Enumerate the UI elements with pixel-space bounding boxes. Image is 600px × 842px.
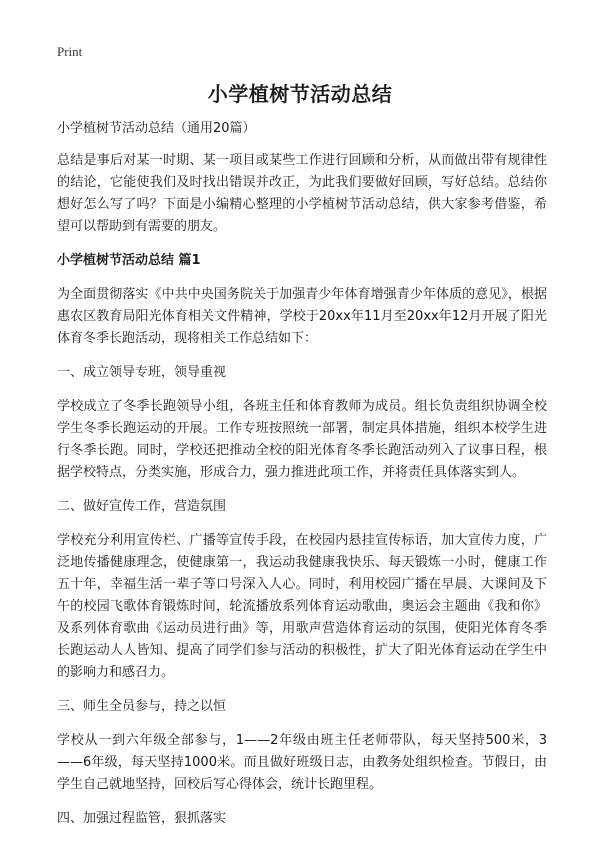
document-title: 小学植树节活动总结 [207,82,393,106]
document-body [57,118,547,842]
paragraph-4: 学校从一到六年级全部参与，1——2年级由班主任老师带队，每天坚持500米，3——6年级，每天坚持1000米。而且做好班级日志，由教务处组织检查。节假日，由学生自己就地坚持，回校后写心得体会，统计长跑里程。 [57,733,547,792]
print-link[interactable]: Print [57,44,83,59]
sub-heading-3: 三、师生全员参与，持之以恒 [57,699,227,714]
section-heading: 小学植树节活动总结 篇1 [57,253,201,268]
sub-heading-4: 四、加强过程监管，狠抓落实 [57,811,227,826]
sub-heading-1: 一、成立领导专班，领导重视 [57,365,227,380]
paragraph-1: 为全面贯彻落实《中共中央国务院关于加强青少年体育增强青少年体质的意见》，根据惠农区教育局阳光体育相关文件精神，学校于20xx年11月至20xx年12月开展了阳光体育冬季长跑活动，现将相关工作总结如下： [57,287,547,346]
document-subtitle: 小学植树节活动总结（通用20篇） [57,121,256,136]
paragraph-2: 学校成立了冬季长跑领导小组，各班主任和体育教师为成员。组长负责组织协调全校学生冬季长跑运动的开展。工作专班按照统一部署，制定具体措施，组织本校学生进行冬季长跑。同时，学校还把推动全校的阳光体育冬季长跑活动列入了议事日程，根据学校特点，分类实施，形成合力，强力推进此项工作，并将责任具体落实到人。 [57,399,547,480]
intro-paragraph: 总结是事后对某一时期、某一项目或某些工作进行回顾和分析，从而做出带有规律性的结论，它能使我们及时找出错误并改正，为此我们要做好回顾，写好总结。总结你想好怎么写了吗？下面是小编精心整理的小学植树节活动总结，供大家参考借鉴，希望可以帮助到有需要的朋友。 [57,153,547,234]
sub-heading-2: 二、做好宣传工作，营造氛围 [57,499,227,514]
paragraph-3: 学校充分利用宣传栏、广播等宣传手段，在校园内悬挂宣传标语，加大宣传力度，广泛地传播健康理念，使健康第一，我运动我健康我快乐、每天锻炼一小时，健康工作五十年，幸福生活一辈子等口号深入人心。同时，利用校园广播在早晨、大课间及下午的校园飞歌体育锻炼时间，轮流播放系列体育运动歌曲，奥运会主题曲《我和你》及系列体育歌曲《运动员进行曲》等，用歌声营造体育运动的氛围，使阳光体育冬季长跑运动人人皆知、提高了同学们参与活动的积极性，扩大了阳光体育运动在学生中的影响力和感召力。 [57,533,547,680]
